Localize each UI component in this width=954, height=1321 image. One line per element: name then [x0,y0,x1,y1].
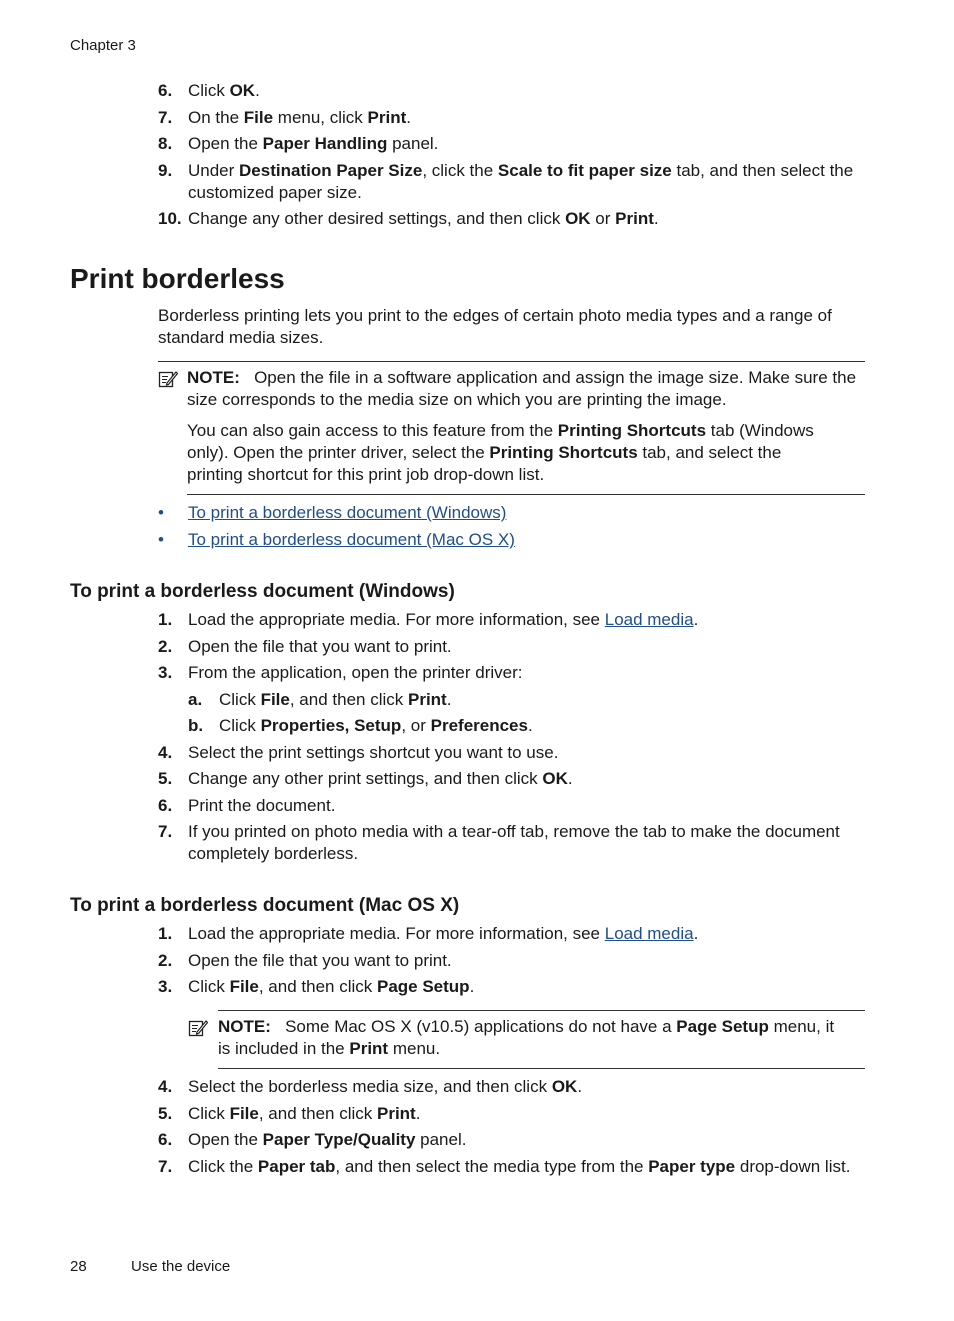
step-number: 8. [158,134,173,153]
note-body [187,367,857,411]
substep-item [188,715,858,737]
step-item [158,636,858,658]
step-text: Select the borderless media size, and then click OK. [188,1077,583,1096]
step-text: Click OK. [188,81,260,100]
step-number: 5. [158,1103,173,1123]
note-pencil-icon [158,369,178,389]
load-media-link[interactable]: Load media [604,924,694,943]
bold-term: Print [615,209,654,228]
footer-title: Use the device [131,1258,231,1275]
bold-term: File [243,107,274,127]
step-number: 3. [158,663,173,682]
step-number: 3. [158,977,173,996]
bold-term: Paper Type/Quality [262,1130,416,1149]
bold-term: Preferences [430,716,528,735]
bold-term: OK [542,769,568,788]
mac-note-top-rule [218,1010,865,1011]
bold-term: OK [565,209,591,228]
bold-term: Print [367,107,407,127]
bold-term: File [229,1103,259,1123]
step-text: Change any other print settings, and then click OK. [188,769,573,788]
step-number: 4. [158,742,173,762]
topic-links [158,502,515,556]
chapter-header: Chapter 3 [70,37,136,54]
note-text: Open the file in a software application and assign the image size. Make sure the size corresponds to the media size on which you are printing the image. [187,368,857,409]
step-item [158,976,858,998]
bold-term: OK [229,81,256,100]
step-item [158,208,858,230]
substep-text: Click Properties, Setup, or Preferences. [219,716,533,735]
bold-term: File [260,689,290,709]
step-item [158,795,858,817]
step-number: 2. [158,636,173,656]
step-text: Open the Paper Type/Quality panel. [188,1130,467,1149]
step-item [158,1156,858,1178]
substep-item [188,689,858,711]
step-text: Click File, and then click Page Setup. [188,977,475,996]
step-number: 4. [158,1077,173,1096]
bold-term: Page Setup [376,977,470,996]
step-item [158,950,858,972]
step-number: 9. [158,160,173,180]
note-top-rule [158,361,865,362]
mac-steps-list-b [158,1076,858,1182]
step-item [158,923,858,945]
link-mac-borderless[interactable]: To print a borderless document (Mac OS X) [188,530,515,549]
step-number: 7. [158,107,173,127]
step-text: Open the file that you want to print. [188,636,452,656]
section-title: Print borderless [70,263,285,294]
step-item [158,662,858,737]
step-item [158,742,858,764]
list-item [158,502,515,529]
step-text: If you printed on photo media with a tear-off tab, remove the tab to make the document completely borderless. [188,822,840,863]
note-bottom-rule [187,494,865,495]
mac-subtitle: To print a borderless document (Mac OS X) [70,895,460,916]
step-number: 6. [158,81,173,100]
list-item [158,529,515,556]
step-number: 7. [158,822,173,841]
mac-steps-list-a [158,923,858,1003]
note-paragraph-2: You can also gain access to this feature from the Printing Shortcuts tab (Windows only). Open the printer driver, select the Printing Shortcuts tab, and select the printing shortcut for this print job drop-down list. [187,421,814,484]
load-media-link[interactable]: Load media [604,610,694,629]
substep-letter: b. [188,716,204,735]
step-item [158,80,858,102]
mac-note-body [218,1016,838,1060]
step-text: Load the appropriate media. For more information, see Load media. [188,924,699,943]
step-text: Load the appropriate media. For more information, see Load media. [188,610,699,629]
bullet: • [158,530,164,549]
note-label: NOTE: [187,368,240,387]
step-text: Select the print settings shortcut you want to use. [188,742,559,762]
mac-note-bottom-rule [218,1068,865,1069]
section-intro: Borderless printing lets you print to the edges of certain photo media types and a range of standard media sizes. [158,306,832,347]
link-windows-borderless[interactable]: To print a borderless document (Windows) [188,503,507,522]
bold-term: Page Setup [676,1017,769,1036]
step-item [158,1129,858,1151]
step-text: Open the Paper Handling panel. [188,134,439,153]
step-number: 10. [158,209,182,228]
bold-term: OK [551,1077,578,1096]
bold-term: Properties, Setup [260,716,402,735]
page-number: 28 [70,1258,87,1275]
step-item [158,107,858,129]
step-item [158,821,858,865]
bold-term: Scale to fit paper size [497,160,672,180]
bold-term: Paper type [648,1156,736,1176]
step-number: 2. [158,950,173,970]
note-label: NOTE: [218,1017,271,1036]
step-number: 5. [158,769,173,788]
step-text: Open the file that you want to print. [188,950,452,970]
top-steps-list [158,80,858,235]
step-number: 1. [158,924,173,943]
step-number: 1. [158,610,173,629]
step-text: Print the document. [188,795,336,815]
windows-steps-list [158,609,858,870]
step-number: 6. [158,795,173,815]
step-text: Under Destination Paper Size, click the Scale to fit paper size tab, and then select the customized paper size. [188,160,854,202]
note-text: Some Mac OS X (v10.5) applications do not have a Page Setup menu, it is included in the Print menu. [218,1017,835,1058]
step-item [158,768,858,790]
windows-subtitle: To print a borderless document (Windows) [70,581,455,602]
step-item [158,160,858,204]
bold-term: Printing Shortcuts [557,421,707,440]
substep-list [188,689,858,738]
step-item [158,1076,858,1098]
step-item [158,1103,858,1125]
step-text: From the application, open the printer driver: [188,663,523,682]
bold-term: Print [349,1039,389,1058]
bold-term: Printing Shortcuts [489,443,638,462]
step-text: On the File menu, click Print. [188,107,412,127]
step-text: Change any other desired settings, and then click OK or Print. [188,209,659,228]
bold-term: File [229,977,259,996]
step-text: Click File, and then click Print. [188,1103,421,1123]
bold-term: Paper tab [257,1156,336,1176]
bold-term: Destination Paper Size [239,160,423,180]
step-item [158,609,858,631]
step-item [158,133,858,155]
bullet: • [158,503,164,522]
bold-term: Print [376,1103,416,1123]
bold-term: Print [407,689,447,709]
step-number: 7. [158,1156,173,1176]
substep-text: Click File, and then click Print. [219,689,452,709]
step-text: Click the Paper tab, and then select the media type from the Paper type drop-down list. [188,1156,851,1176]
bold-term: Paper Handling [262,134,388,153]
substep-letter: a. [188,689,203,709]
note-pencil-icon [188,1018,208,1038]
step-number: 6. [158,1130,173,1149]
